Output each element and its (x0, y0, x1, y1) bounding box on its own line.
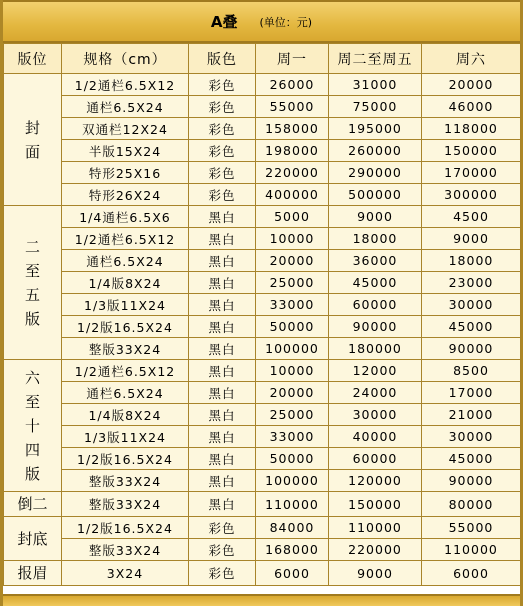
saturday-price-cell: 300000 (422, 184, 521, 206)
saturday-price-cell: 8500 (422, 360, 521, 382)
header-row (4, 44, 521, 74)
color-cell: 彩色 (189, 162, 256, 184)
spec-cell: 整版33X24 (62, 492, 189, 517)
color-cell: 彩色 (189, 140, 256, 162)
monday-price-cell: 100000 (256, 470, 329, 492)
monday-price-cell: 168000 (256, 539, 329, 561)
saturday-price-cell: 90000 (422, 470, 521, 492)
section-label: 报眉 (4, 561, 62, 586)
color-cell: 黑白 (189, 250, 256, 272)
column-header-monday: 周一 (256, 44, 329, 74)
monday-price-cell: 5000 (256, 206, 329, 228)
tue-fri-price-cell: 9000 (329, 561, 422, 586)
table-row (4, 426, 521, 448)
spec-cell: 1/3版11X24 (62, 426, 189, 448)
saturday-price-cell: 20000 (422, 74, 521, 96)
table-row (4, 316, 521, 338)
tue-fri-price-cell: 110000 (329, 517, 422, 539)
section-label: 封底 (4, 517, 62, 561)
spec-cell: 1/2版16.5X24 (62, 517, 189, 539)
table-row (4, 382, 521, 404)
monday-price-cell: 10000 (256, 228, 329, 250)
saturday-price-cell: 110000 (422, 539, 521, 561)
spec-cell: 1/3版11X24 (62, 294, 189, 316)
spec-cell: 1/2版16.5X24 (62, 448, 189, 470)
spec-cell: 整版33X24 (62, 338, 189, 360)
table-row (4, 272, 521, 294)
spec-cell: 通栏6.5X24 (62, 96, 189, 118)
spec-cell: 1/4版8X24 (62, 272, 189, 294)
spec-cell: 1/2通栏6.5X12 (62, 228, 189, 250)
tue-fri-price-cell: 180000 (329, 338, 422, 360)
table-row (4, 561, 521, 586)
section-label: 二 至 五 版 (4, 206, 62, 360)
monday-price-cell: 10000 (256, 360, 329, 382)
spec-cell: 特形25X16 (62, 162, 189, 184)
color-cell: 黑白 (189, 470, 256, 492)
color-cell: 彩色 (189, 561, 256, 586)
tue-fri-price-cell: 40000 (329, 426, 422, 448)
spec-cell: 1/2通栏6.5X12 (62, 360, 189, 382)
column-header-tue-fri: 周二至周五 (329, 44, 422, 74)
table-row (4, 470, 521, 492)
tue-fri-price-cell: 24000 (329, 382, 422, 404)
tue-fri-price-cell: 60000 (329, 294, 422, 316)
saturday-price-cell: 30000 (422, 294, 521, 316)
tue-fri-price-cell: 36000 (329, 250, 422, 272)
spec-cell: 半版15X24 (62, 140, 189, 162)
table-row (4, 184, 521, 206)
column-header-spec: 规格（cm） (62, 44, 189, 74)
saturday-price-cell: 90000 (422, 338, 521, 360)
monday-price-cell: 100000 (256, 338, 329, 360)
saturday-price-cell: 30000 (422, 426, 521, 448)
color-cell: 黑白 (189, 404, 256, 426)
color-cell: 彩色 (189, 74, 256, 96)
rate-table (3, 43, 521, 586)
table-row (4, 448, 521, 470)
saturday-price-cell: 23000 (422, 272, 521, 294)
spec-cell: 特形26X24 (62, 184, 189, 206)
bottom-bar (3, 594, 520, 606)
table-row (4, 162, 521, 184)
color-cell: 黑白 (189, 206, 256, 228)
saturday-price-cell: 55000 (422, 517, 521, 539)
tue-fri-price-cell: 150000 (329, 492, 422, 517)
saturday-price-cell: 9000 (422, 228, 521, 250)
rate-table-body (4, 74, 521, 586)
color-cell: 黑白 (189, 338, 256, 360)
table-row (4, 228, 521, 250)
monday-price-cell: 50000 (256, 316, 329, 338)
saturday-price-cell: 17000 (422, 382, 521, 404)
tue-fri-price-cell: 31000 (329, 74, 422, 96)
table-row (4, 338, 521, 360)
color-cell: 黑白 (189, 294, 256, 316)
tue-fri-price-cell: 500000 (329, 184, 422, 206)
tue-fri-price-cell: 260000 (329, 140, 422, 162)
tue-fri-price-cell: 9000 (329, 206, 422, 228)
section-label: 封 面 (4, 74, 62, 206)
monday-price-cell: 400000 (256, 184, 329, 206)
monday-price-cell: 26000 (256, 74, 329, 96)
color-cell: 黑白 (189, 360, 256, 382)
spec-cell: 双通栏12X24 (62, 118, 189, 140)
table-row (4, 517, 521, 539)
tue-fri-price-cell: 60000 (329, 448, 422, 470)
spec-cell: 通栏6.5X24 (62, 250, 189, 272)
color-cell: 黑白 (189, 382, 256, 404)
color-cell: 黑白 (189, 272, 256, 294)
monday-price-cell: 25000 (256, 272, 329, 294)
monday-price-cell: 198000 (256, 140, 329, 162)
spec-cell: 整版33X24 (62, 539, 189, 561)
monday-price-cell: 158000 (256, 118, 329, 140)
saturday-price-cell: 170000 (422, 162, 521, 184)
tue-fri-price-cell: 90000 (329, 316, 422, 338)
spec-cell: 1/2版16.5X24 (62, 316, 189, 338)
unit-note: (单位：元) (259, 15, 313, 29)
title-bar (3, 0, 520, 43)
column-header-color: 版色 (189, 44, 256, 74)
color-cell: 黑白 (189, 426, 256, 448)
saturday-price-cell: 80000 (422, 492, 521, 517)
tue-fri-price-cell: 12000 (329, 360, 422, 382)
spec-cell: 3X24 (62, 561, 189, 586)
saturday-price-cell: 4500 (422, 206, 521, 228)
saturday-price-cell: 118000 (422, 118, 521, 140)
saturday-price-cell: 150000 (422, 140, 521, 162)
table-row (4, 140, 521, 162)
monday-price-cell: 33000 (256, 426, 329, 448)
table-row (4, 250, 521, 272)
table-row (4, 294, 521, 316)
color-cell: 黑白 (189, 448, 256, 470)
tue-fri-price-cell: 18000 (329, 228, 422, 250)
column-header-saturday: 周六 (422, 44, 521, 74)
monday-price-cell: 25000 (256, 404, 329, 426)
tue-fri-price-cell: 290000 (329, 162, 422, 184)
tue-fri-price-cell: 195000 (329, 118, 422, 140)
color-cell: 黑白 (189, 316, 256, 338)
section-label: 六 至 十 四 版 (4, 360, 62, 492)
monday-price-cell: 110000 (256, 492, 329, 517)
table-row (4, 360, 521, 382)
monday-price-cell: 220000 (256, 162, 329, 184)
saturday-price-cell: 21000 (422, 404, 521, 426)
tue-fri-price-cell: 30000 (329, 404, 422, 426)
spec-cell: 1/4通栏6.5X6 (62, 206, 189, 228)
saturday-price-cell: 6000 (422, 561, 521, 586)
monday-price-cell: 55000 (256, 96, 329, 118)
color-cell: 黑白 (189, 228, 256, 250)
table-row (4, 74, 521, 96)
table-row (4, 404, 521, 426)
tue-fri-price-cell: 45000 (329, 272, 422, 294)
tue-fri-price-cell: 75000 (329, 96, 422, 118)
saturday-price-cell: 45000 (422, 448, 521, 470)
color-cell: 彩色 (189, 118, 256, 140)
monday-price-cell: 20000 (256, 382, 329, 404)
page-title: A叠 (210, 13, 238, 31)
saturday-price-cell: 45000 (422, 316, 521, 338)
monday-price-cell: 20000 (256, 250, 329, 272)
color-cell: 彩色 (189, 517, 256, 539)
spec-cell: 1/2通栏6.5X12 (62, 74, 189, 96)
table-row (4, 118, 521, 140)
spec-cell: 1/4版8X24 (62, 404, 189, 426)
column-header-position: 版位 (4, 44, 62, 74)
table-row (4, 539, 521, 561)
color-cell: 彩色 (189, 96, 256, 118)
section-label: 倒二 (4, 492, 62, 517)
table-row (4, 492, 521, 517)
color-cell: 彩色 (189, 184, 256, 206)
spec-cell: 整版33X24 (62, 470, 189, 492)
tue-fri-price-cell: 220000 (329, 539, 422, 561)
color-cell: 彩色 (189, 539, 256, 561)
spec-cell: 通栏6.5X24 (62, 382, 189, 404)
saturday-price-cell: 46000 (422, 96, 521, 118)
table-row (4, 206, 521, 228)
monday-price-cell: 50000 (256, 448, 329, 470)
monday-price-cell: 84000 (256, 517, 329, 539)
tue-fri-price-cell: 120000 (329, 470, 422, 492)
color-cell: 黑白 (189, 492, 256, 517)
saturday-price-cell: 18000 (422, 250, 521, 272)
monday-price-cell: 6000 (256, 561, 329, 586)
table-row (4, 96, 521, 118)
monday-price-cell: 33000 (256, 294, 329, 316)
